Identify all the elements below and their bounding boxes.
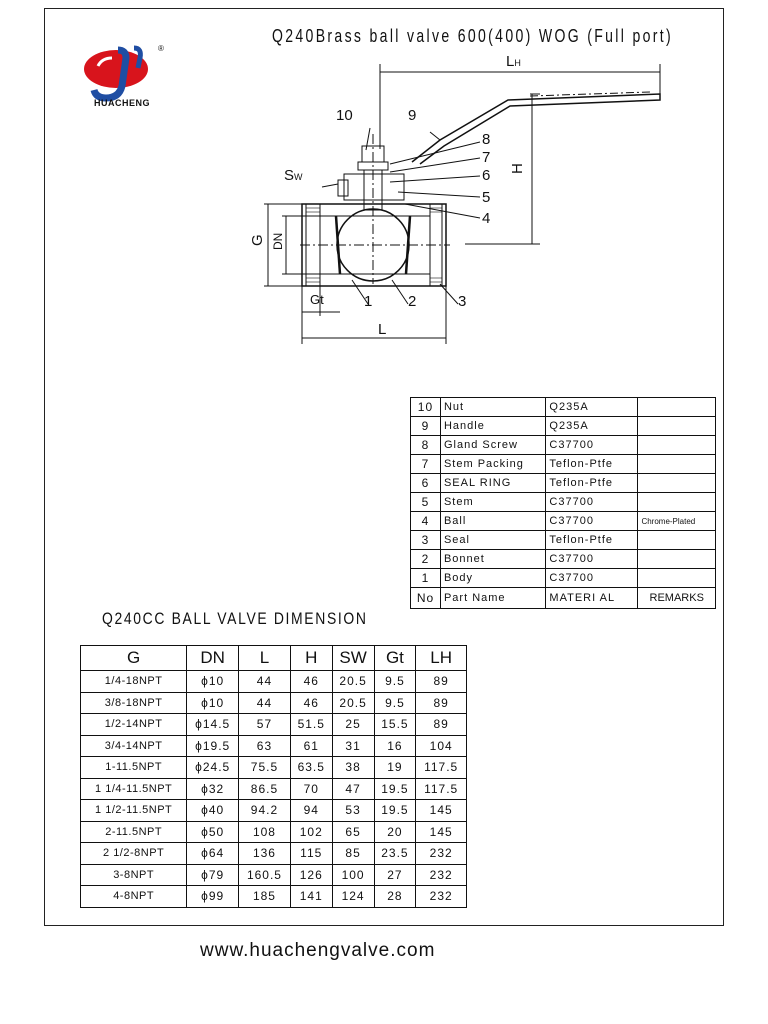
callout-6: 6	[482, 167, 491, 184]
parts-cell-remarks	[638, 398, 716, 417]
parts-table-row	[411, 569, 716, 588]
parts-cell-no: 8	[411, 436, 441, 455]
callout-4: 4	[482, 210, 491, 227]
dimension-cell: ϕ79	[187, 864, 239, 886]
huacheng-logo	[82, 44, 162, 124]
parts-cell-no: 4	[411, 512, 441, 531]
dimension-cell: 145	[416, 800, 467, 822]
parts-table-row	[411, 436, 716, 455]
dimension-cell: 75.5	[239, 757, 291, 779]
dimension-cell: 1-11.5NPT	[81, 757, 187, 779]
dimension-cell: 85	[332, 843, 374, 865]
brand-name: HUACHENG	[93, 98, 150, 108]
parts-cell-name: Nut	[440, 398, 545, 417]
parts-table-row	[411, 474, 716, 493]
dimension-header-cell: G	[81, 646, 187, 671]
dimension-cell: 44	[239, 671, 291, 693]
dimension-cell: 115	[290, 843, 332, 865]
dimension-table	[80, 645, 467, 908]
dim-label-g: G	[249, 234, 266, 246]
dimension-cell: 232	[416, 843, 467, 865]
dimension-cell: 89	[416, 671, 467, 693]
callout-1: 1	[364, 293, 373, 310]
dimension-cell: 1 1/4-11.5NPT	[81, 778, 187, 800]
parts-cell-name: Stem Packing	[440, 455, 545, 474]
parts-header-remarks: REMARKS	[638, 588, 716, 609]
parts-cell-no: 10	[411, 398, 441, 417]
dimension-cell: 19.5	[374, 778, 416, 800]
dimension-cell: 46	[290, 671, 332, 693]
valve-cross-section-drawing	[240, 54, 680, 354]
dimension-cell: 20.5	[332, 692, 374, 714]
parts-cell-remarks	[638, 569, 716, 588]
parts-cell-material: C37700	[546, 436, 638, 455]
dimension-cell: 53	[332, 800, 374, 822]
callout-10: 10	[336, 107, 353, 124]
dimension-header-cell: Gt	[374, 646, 416, 671]
parts-cell-remarks	[638, 531, 716, 550]
parts-cell-material: C37700	[546, 493, 638, 512]
dimension-cell: 100	[332, 864, 374, 886]
callout-2: 2	[408, 293, 417, 310]
parts-cell-remarks	[638, 417, 716, 436]
dimension-cell: ϕ19.5	[187, 735, 239, 757]
dimension-cell: 136	[239, 843, 291, 865]
parts-cell-name: SEAL RING	[440, 474, 545, 493]
parts-cell-material: Q235A	[546, 417, 638, 436]
dimension-cell: 38	[332, 757, 374, 779]
parts-cell-no: 7	[411, 455, 441, 474]
registered-mark: ®	[158, 44, 164, 53]
dimension-header-cell: DN	[187, 646, 239, 671]
callout-8: 8	[482, 131, 491, 148]
dimension-header-cell: LH	[416, 646, 467, 671]
dimension-header-cell: SW	[332, 646, 374, 671]
dimension-cell: 31	[332, 735, 374, 757]
dimension-table-row	[81, 714, 467, 736]
dimension-cell: 89	[416, 714, 467, 736]
parts-cell-name: Seal	[440, 531, 545, 550]
dimension-cell: 20.5	[332, 671, 374, 693]
dimension-cell: 89	[416, 692, 467, 714]
parts-table-row	[411, 512, 716, 531]
parts-cell-remarks	[638, 436, 716, 455]
dimension-cell: ϕ40	[187, 800, 239, 822]
dimension-cell: ϕ99	[187, 886, 239, 908]
parts-cell-material: C37700	[546, 569, 638, 588]
dimension-table-row	[81, 692, 467, 714]
dimension-cell: ϕ50	[187, 821, 239, 843]
dimension-cell: 94.2	[239, 800, 291, 822]
dimension-cell: 44	[239, 692, 291, 714]
dimension-cell: 19.5	[374, 800, 416, 822]
dimension-cell: 57	[239, 714, 291, 736]
parts-cell-name: Handle	[440, 417, 545, 436]
dimension-cell: 2-11.5NPT	[81, 821, 187, 843]
parts-cell-no: 9	[411, 417, 441, 436]
parts-table-row	[411, 417, 716, 436]
callout-7: 7	[482, 149, 491, 166]
parts-header-material: MATERI AL	[546, 588, 638, 609]
dimension-cell: 2 1/2-8NPT	[81, 843, 187, 865]
dimension-cell: ϕ24.5	[187, 757, 239, 779]
callout-9: 9	[408, 107, 417, 124]
parts-cell-material: C37700	[546, 512, 638, 531]
dimension-cell: 27	[374, 864, 416, 886]
dimension-cell: 102	[290, 821, 332, 843]
dimension-cell: 28	[374, 886, 416, 908]
dimension-cell: 16	[374, 735, 416, 757]
parts-table-row	[411, 550, 716, 569]
dimension-cell: 63.5	[290, 757, 332, 779]
dimension-cell: ϕ10	[187, 692, 239, 714]
dimension-cell: ϕ64	[187, 843, 239, 865]
dimension-table-row	[81, 778, 467, 800]
dimension-cell: 23.5	[374, 843, 416, 865]
dim-label-dn: DN	[271, 232, 285, 250]
dimension-cell: 46	[290, 692, 332, 714]
dimension-table-title: Q240CC BALL VALVE DIMENSION	[102, 609, 368, 628]
dimension-cell: 185	[239, 886, 291, 908]
dimension-cell: 65	[332, 821, 374, 843]
website-url: www.huachengvalve.com	[200, 940, 436, 961]
dimension-cell: 20	[374, 821, 416, 843]
dimension-cell: 108	[239, 821, 291, 843]
parts-cell-material: Teflon-Ptfe	[546, 531, 638, 550]
dimension-cell: 9.5	[374, 671, 416, 693]
dimension-cell: 232	[416, 886, 467, 908]
dimension-table-row	[81, 821, 467, 843]
parts-header-name: Part Name	[440, 588, 545, 609]
dim-label-h: H	[509, 163, 526, 174]
dimension-cell: 94	[290, 800, 332, 822]
dimension-cell: 9.5	[374, 692, 416, 714]
parts-cell-no: 2	[411, 550, 441, 569]
parts-cell-no: 6	[411, 474, 441, 493]
dimension-header-cell: L	[239, 646, 291, 671]
dimension-cell: 15.5	[374, 714, 416, 736]
callout-5: 5	[482, 189, 491, 206]
dim-label-gt: Gt	[310, 292, 324, 307]
dimension-table-row	[81, 886, 467, 908]
parts-cell-no: 1	[411, 569, 441, 588]
dimension-cell: 1 1/2-11.5NPT	[81, 800, 187, 822]
parts-cell-remarks	[638, 550, 716, 569]
parts-cell-material: Q235A	[546, 398, 638, 417]
parts-cell-name: Ball	[440, 512, 545, 531]
callout-3: 3	[458, 293, 467, 310]
parts-cell-no: 3	[411, 531, 441, 550]
dimension-cell: 124	[332, 886, 374, 908]
dimension-cell: ϕ14.5	[187, 714, 239, 736]
dimension-cell: 19	[374, 757, 416, 779]
dimension-table-row	[81, 757, 467, 779]
dimension-cell: 160.5	[239, 864, 291, 886]
dimension-cell: 1/2-14NPT	[81, 714, 187, 736]
dimension-cell: 117.5	[416, 778, 467, 800]
parts-cell-name: Bonnet	[440, 550, 545, 569]
dimension-cell: 47	[332, 778, 374, 800]
dimension-cell: 61	[290, 735, 332, 757]
dimension-header-cell: H	[290, 646, 332, 671]
dimension-table-row	[81, 864, 467, 886]
dimension-cell: ϕ10	[187, 671, 239, 693]
dimension-cell: 3/8-18NPT	[81, 692, 187, 714]
dimension-cell: 126	[290, 864, 332, 886]
parts-table-header-row	[411, 588, 716, 609]
dimension-cell: 63	[239, 735, 291, 757]
parts-table-row	[411, 398, 716, 417]
dim-label-lh: LH	[506, 54, 521, 70]
dimension-table-row	[81, 671, 467, 693]
dimension-cell: 104	[416, 735, 467, 757]
dimension-table-row	[81, 735, 467, 757]
dimension-cell: 3-8NPT	[81, 864, 187, 886]
dimension-cell: 25	[332, 714, 374, 736]
parts-cell-name: Gland Screw	[440, 436, 545, 455]
parts-cell-remarks	[638, 493, 716, 512]
parts-cell-no: 5	[411, 493, 441, 512]
dimension-cell: 232	[416, 864, 467, 886]
dimension-cell: 141	[290, 886, 332, 908]
parts-table-row	[411, 493, 716, 512]
dimension-table-row	[81, 800, 467, 822]
dimension-cell: 145	[416, 821, 467, 843]
drawing-title: Q240Brass ball valve 600(400) WOG (Full port)	[272, 26, 674, 46]
dim-label-sw: SW	[284, 167, 303, 184]
dim-label-l: L	[378, 321, 387, 338]
dimension-table-row	[81, 843, 467, 865]
dimension-cell: 117.5	[416, 757, 467, 779]
dimension-cell: 1/4-18NPT	[81, 671, 187, 693]
parts-table-row	[411, 531, 716, 550]
parts-cell-material: Teflon-Ptfe	[546, 455, 638, 474]
parts-table	[410, 397, 716, 609]
dimension-cell: 86.5	[239, 778, 291, 800]
dimension-cell: 4-8NPT	[81, 886, 187, 908]
dimension-cell: 51.5	[290, 714, 332, 736]
dimension-cell: ϕ32	[187, 778, 239, 800]
parts-cell-remarks	[638, 455, 716, 474]
parts-table-row	[411, 455, 716, 474]
parts-header-no: No	[411, 588, 441, 609]
dimension-cell: 70	[290, 778, 332, 800]
parts-cell-material: C37700	[546, 550, 638, 569]
parts-cell-name: Body	[440, 569, 545, 588]
parts-cell-remarks	[638, 474, 716, 493]
parts-cell-name: Stem	[440, 493, 545, 512]
parts-cell-remarks: Chrome-Plated	[638, 512, 716, 531]
dimension-cell: 3/4-14NPT	[81, 735, 187, 757]
parts-cell-material: Teflon-Ptfe	[546, 474, 638, 493]
